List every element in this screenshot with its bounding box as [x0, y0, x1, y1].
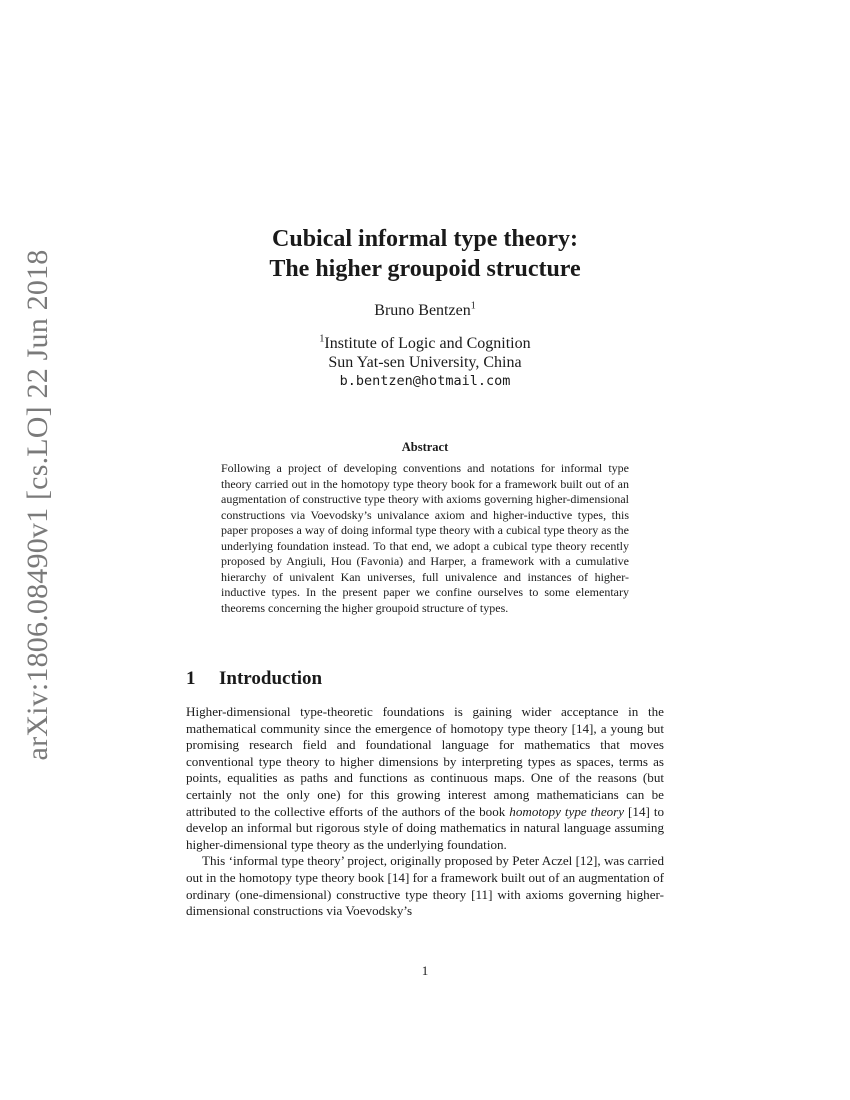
author-email: b.bentzen@hotmail.com: [339, 373, 511, 389]
affiliation-institute-line: [0, 334, 850, 353]
page-number: 1: [421, 963, 429, 978]
section-body: [186, 704, 664, 920]
paragraph-1-part-2: [14] to develop an informal but rigorous style of doing mathematics in natural language assuming higher-dimensional type theory as the underlying foundation.: [186, 803, 665, 852]
author: [0, 302, 850, 320]
author-name: Bruno Bentzen: [374, 302, 471, 319]
affiliation-block: [0, 334, 850, 391]
paragraph-1: [186, 704, 664, 853]
paper-title: [0, 224, 850, 284]
paragraph-1-emphasis: homotopy type theory: [509, 803, 625, 819]
arxiv-identifier-stamp: arXiv:1806.08490v1 [cs.LO] 22 Jun 2018: [21, 249, 54, 761]
paragraph-2: This ‘informal type theory’ project, originally proposed by Peter Aczel [12], was carried out in the homotopy type theory book [14] for a framework built out of an augmentation of ordinary (one-dimensional) constructive type theory [11] with axioms governing higher-dimensional constructions via Voevodsky’s: [186, 853, 664, 919]
abstract-heading: Abstract: [401, 440, 449, 454]
affiliation-institute: Institute of Logic and Cognition: [324, 335, 531, 352]
section-number: 1: [186, 668, 196, 689]
section-heading: [186, 668, 322, 690]
abstract-text: Following a project of developing conventions and notations for informal type theory carried out in the homotopy type theory book for a framework built out of an augmentation of constructive type theory with axioms governing higher-dimensional constructions via Voevodsky’s univalance axiom and higher-inductive types, this paper proposes a way of doing informal type theory with a cubical type theory as the underlying foundation instead. To that end, we adopt a cubical type theory recently proposed by Angiuli, Hou (Favonia) and Harper, a framework with a cumulative hierarchy of univalent Kan universes, full univalence and instances of higher-inductive types. In the present paper we confine ourselves to some elementary theorems concerning the higher groupoid structure of types.: [221, 461, 629, 615]
affiliation-university: Sun Yat-sen University, China: [328, 354, 522, 371]
section-title: Introduction: [219, 668, 323, 689]
affiliation-marker: 1: [319, 333, 325, 345]
author-affiliation-marker: 1: [470, 300, 476, 312]
paragraph-1-part-1: Higher-dimensional type-theoretic foundations is gaining wider acceptance in the mathematical community since the emergence of homotopy type theory [14], a young but promising research field and foundational language for mathematics that moves conventional type theory to higher dimensions by interpreting types as spaces, terms as points, equalities as paths and functions as continuous maps. One of the reasons (but certainly not the only one) for this growing interest among mathematicians can be attributed to the collective efforts of the authors of the book: [186, 704, 664, 819]
title-line-2: The higher groupoid structure: [269, 256, 581, 282]
title-line-1: Cubical informal type theory:: [272, 226, 578, 252]
